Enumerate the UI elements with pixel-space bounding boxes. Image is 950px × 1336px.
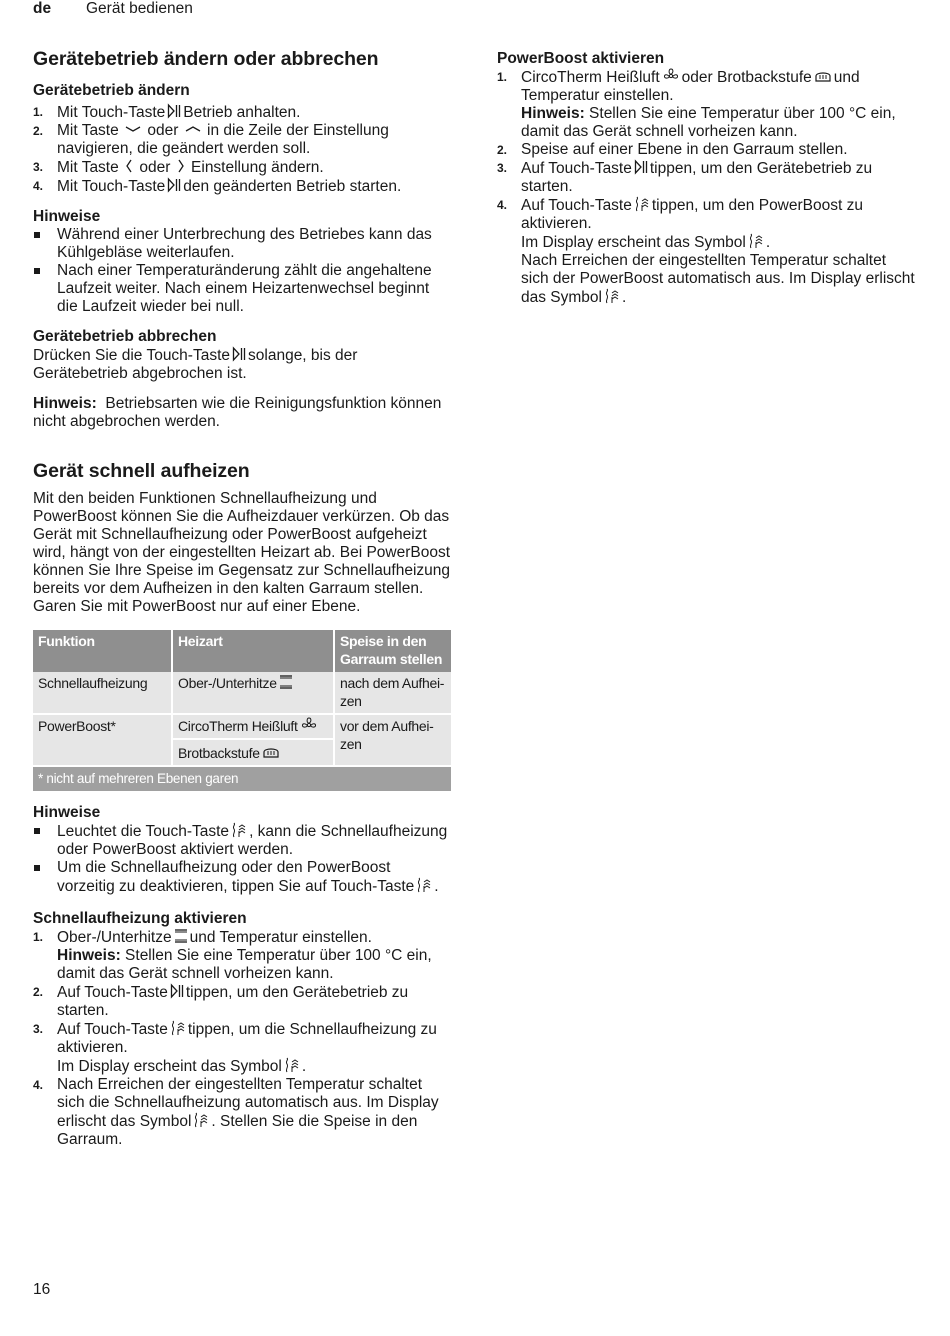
list-item: 3. Mit Taste oder Einstellung ändern.: [33, 159, 324, 176]
list-item: 1. Ober-/Unterhitze und Temperatur einstellen. Hinweis: Stellen Sie eine Temperatur über 100 °C ein, damit das Gerät schnell vorheizen kann.: [33, 929, 432, 982]
rapid-heat-icon: [170, 1020, 186, 1036]
rapid-heat-icon: [604, 288, 620, 304]
table-header: Speise in den Garraum stellen: [334, 630, 451, 672]
heading-change-abort: Gerätebetrieb ändern oder abbrechen: [33, 48, 379, 70]
fan-icon: [662, 68, 680, 84]
bread-icon: [814, 68, 832, 84]
bread-icon: [262, 744, 280, 760]
subheading-powerboost: PowerBoost aktivieren: [497, 50, 665, 67]
list-item: Um die Schnellaufheizung oder den PowerBoost vorzeitig zu deaktivieren, tippen Sie auf Touch-Taste .: [33, 859, 451, 896]
chevron-right-icon: [177, 158, 185, 174]
subheading-abort: Gerätebetrieb abbrechen: [33, 328, 217, 345]
list-item: Leuchtet die Touch-Taste , kann die Schnellaufheizung oder PowerBoost aktiviert werden.: [33, 822, 451, 859]
play-pause-icon: [232, 346, 246, 362]
heading-rapid-heat: Gerät schnell aufheizen: [33, 460, 250, 482]
change-steps: [33, 103, 451, 196]
list-item: Nach einer Temperaturänderung zählt die angehaltene Laufzeit weiter. Nach einem Heizartenwechsel beginnt die Laufzeit wieder bei null.: [33, 262, 451, 316]
table-header: Heizart: [172, 630, 334, 672]
notes-list: [33, 226, 451, 316]
right-column: [497, 50, 917, 307]
list-item: 1. CircoTherm Heißluft oder Brotbackstufe und Temperatur einstellen. Hinweis: Stellen Sie eine Temperatur über 100 °C ein, damit das Gerät schnell vorheizen kann.: [497, 69, 896, 140]
list-item: 1. Mit Touch-Taste Betrieb anhalten.: [33, 104, 301, 121]
heating-table: [33, 630, 451, 793]
subheading-rapid-heat-activate: Schnellaufheizung aktivieren: [33, 910, 247, 927]
rapid-heat-icon: [416, 877, 432, 893]
abort-hint: Hinweis: Betriebsarten wie die Reinigungsfunktion können nicht abgebrochen werden.: [33, 395, 442, 430]
rapid-heat-icon: [231, 822, 247, 838]
list-item: 4. Mit Touch-Taste den geänderten Betrieb starten.: [33, 178, 402, 195]
notes-list: [33, 822, 451, 896]
play-pause-icon: [167, 177, 181, 193]
rapid-heat-icon: [748, 233, 764, 249]
fan-icon: [300, 717, 318, 733]
page-header: [33, 0, 193, 18]
top-bottom-heat-icon: [279, 674, 293, 690]
abort-text: Drücken Sie die Touch-Taste solange, bis der Gerätebetrieb abgebrochen ist.: [33, 347, 358, 382]
chevron-up-icon: [185, 124, 201, 134]
rapid-heat-icon: [634, 196, 650, 212]
table-header: Funktion: [33, 630, 172, 672]
table-row: Schnellaufheizung Ober-/Unterhitze nach dem Aufhei-zen: [33, 672, 451, 714]
section-title: Gerät bedienen: [86, 0, 193, 17]
list-item: 2. Auf Touch-Taste tippen, um den Gerätebetrieb zu starten.: [33, 984, 409, 1019]
list-item: Während einer Unterbrechung des Betriebes kann das Kühlgebläse weiterlaufen.: [33, 226, 451, 262]
list-item: 3. Auf Touch-Taste tippen, um die Schnellaufheizung zu aktivieren. Im Display erscheint das Symbol .: [33, 1021, 437, 1075]
notes-heading: Hinweise: [33, 208, 101, 225]
chevron-left-icon: [125, 158, 133, 174]
rapid-heat-icon: [193, 1112, 209, 1128]
table-row: PowerBoost* CircoTherm Heißluft Brotbackstufe vor dem Aufhei-zen: [33, 714, 451, 766]
list-item: 4. Nach Erreichen der eingestellten Temperatur schaltet sich die Schnellaufheizung automatisch aus. Im Display erlischt das Symbol . Stellen Sie die Speise in den Garraum.: [33, 1076, 439, 1148]
list-item: 2. Speise auf einer Ebene in den Garraum stellen.: [497, 141, 848, 158]
subheading-change: Gerätebetrieb ändern: [33, 82, 190, 99]
rapid-heat-icon: [284, 1057, 300, 1073]
play-pause-icon: [167, 103, 181, 119]
left-column: [33, 47, 451, 1149]
list-item: 2. Mit Taste oder in die Zeile der Einstellung navigieren, die geändert werden soll.: [33, 122, 389, 157]
rapid-heat-steps: [33, 928, 451, 1149]
powerboost-steps: [497, 68, 917, 307]
play-pause-icon: [634, 159, 648, 175]
play-pause-icon: [170, 983, 184, 999]
rapid-heat-intro: Mit den beiden Funktionen Schnellaufheizung und PowerBoost können Sie die Aufheizdauer verkürzen. Ob das Gerät mit Schnellaufheizung oder PowerBoost aufgeheizt wird, hängt von der eingestellten Heizart ab. Bei PowerBoost können Sie Ihre Speise im Gegensatz zur Schnellaufheizung bereits vor dem Aufheizen in den kalten Garraum stellen. Garen Sie mit PowerBoost nur auf einer Ebene.: [33, 490, 451, 615]
table-footnote: * nicht auf mehreren Ebenen garen: [33, 766, 451, 792]
chevron-down-icon: [125, 124, 141, 134]
list-item: 4. Auf Touch-Taste tippen, um den PowerBoost zu aktivieren. Im Display erscheint das Symbol . Nach Erreichen der eingestellten Temperatur schaltet sich der PowerBoost automatisch aus. Im Display erlischt das Symbol .: [497, 197, 915, 306]
list-item: 3. Auf Touch-Taste tippen, um den Gerätebetrieb zu starten.: [497, 160, 873, 195]
notes-heading: Hinweise: [33, 804, 101, 821]
top-bottom-heat-icon: [174, 928, 188, 944]
page-number: 16: [33, 1281, 51, 1298]
language-tag: de: [33, 0, 52, 17]
